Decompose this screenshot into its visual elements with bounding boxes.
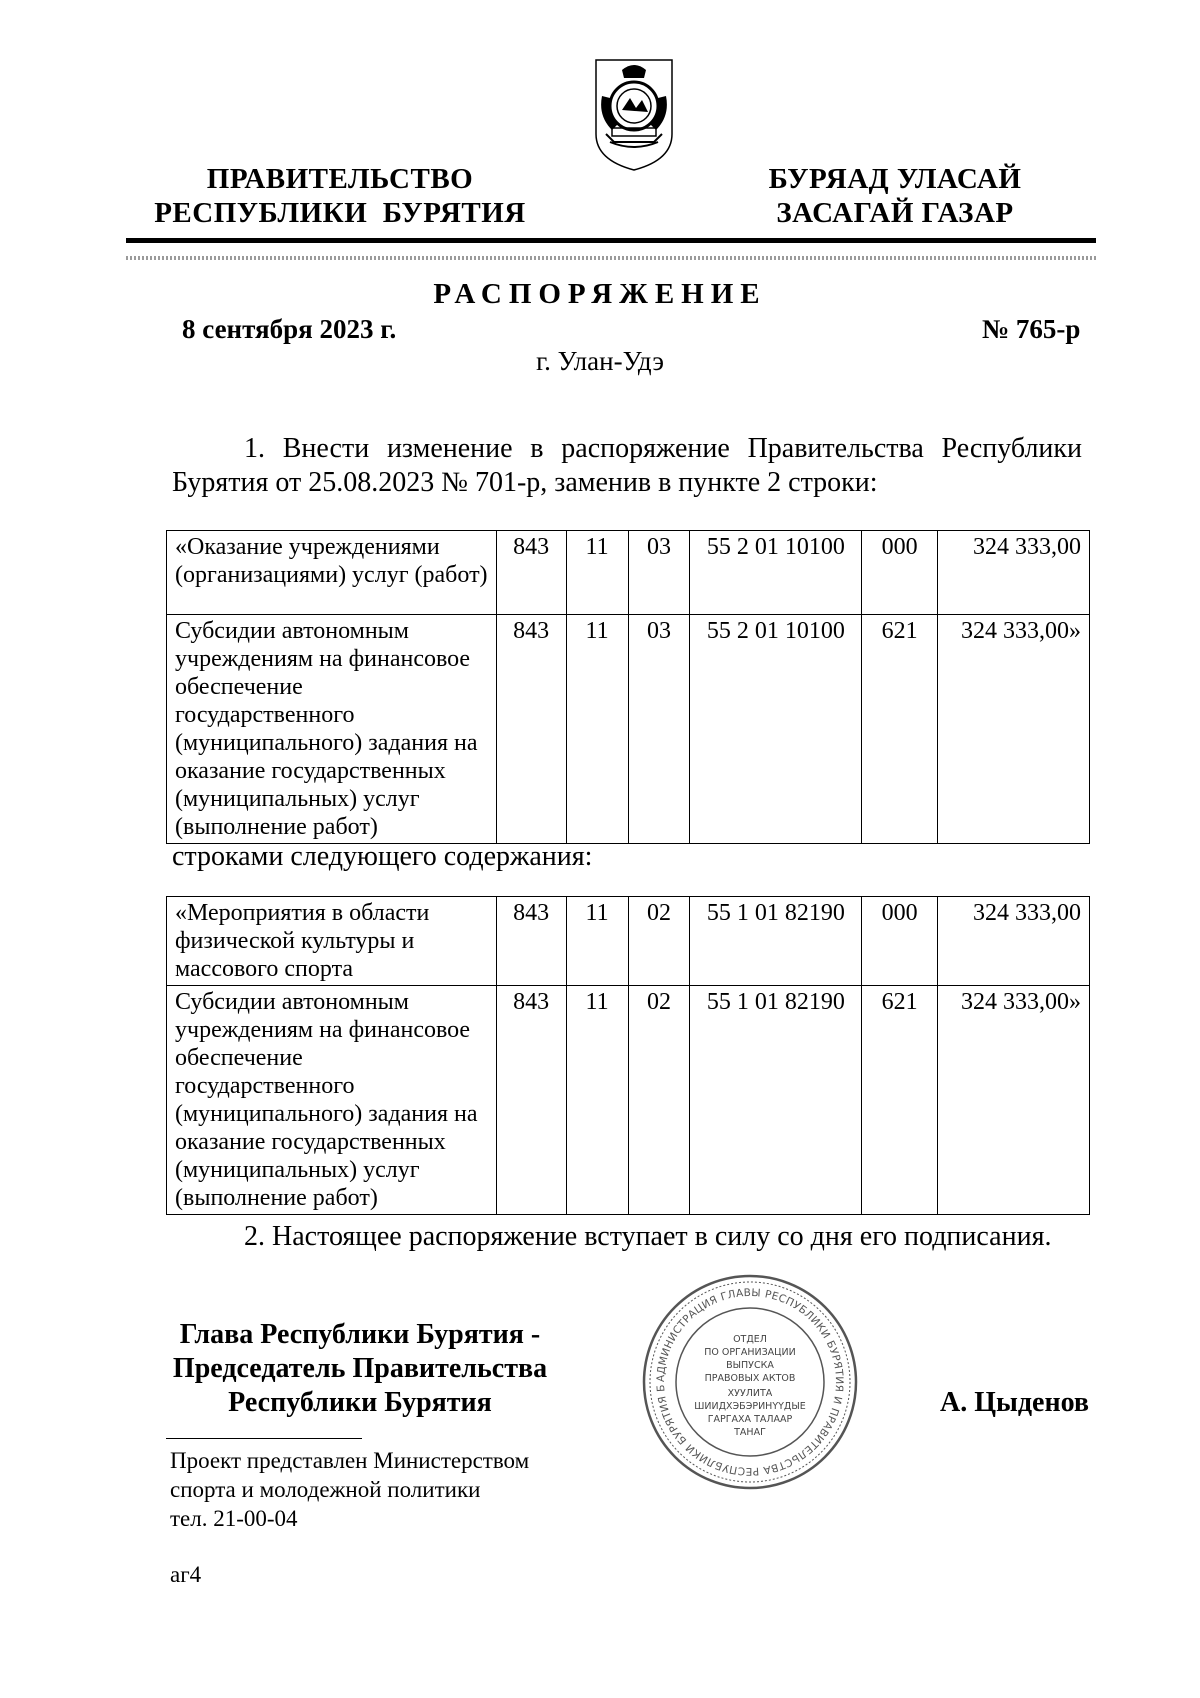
- table-cell: 843: [496, 531, 566, 615]
- paragraph-2: 2. Настоящее распоряжение вступает в силу со дня его подписания.: [244, 1221, 1052, 1252]
- document-type: РАСПОРЯЖЕНИЕ: [433, 278, 767, 310]
- table-cell: 11: [566, 615, 628, 844]
- table-cell: 621: [862, 615, 938, 844]
- table-cell: 843: [496, 897, 566, 986]
- signatory-line1: Глава Республики Бурятия -: [179, 1319, 541, 1350]
- footer-rule: [166, 1438, 362, 1439]
- table-cell: 03: [628, 531, 690, 615]
- signatory-name: А. Цыденов: [940, 1387, 1090, 1418]
- document-number: № 765-р: [982, 314, 1081, 344]
- header-right: [740, 162, 1050, 230]
- header-left: [150, 162, 530, 230]
- seal-line: ШИИДХЭБЭРИНҮҮДЫЕ: [694, 1401, 806, 1412]
- table-cell: 11: [566, 897, 628, 986]
- table-cell: 324 333,00»: [938, 615, 1090, 844]
- paragraph-1: [172, 432, 1082, 500]
- signatory-position: [160, 1318, 560, 1420]
- table-row: [167, 897, 1090, 986]
- signatory-line3: Республики Бурятия: [228, 1387, 492, 1418]
- seal-ring-text: АДМИНИСТРАЦИЯ ГЛАВЫ РЕСПУБЛИКИ БУРЯТИЯ И ПРАВИТЕЛЬСТВА РЕСПУБЛИКИ БУРЯТИЯ Б: [654, 1286, 846, 1478]
- document-code: аг4: [170, 1562, 202, 1587]
- seal-line: ТАНАГ: [734, 1427, 766, 1438]
- table-cell: 02: [628, 986, 690, 1215]
- table-cell: 55 2 01 10100: [690, 615, 862, 844]
- table-cell: Субсидии автономным учреждениям на финансовое обеспечение государственного (муниципального) задания на оказание государственных (муниципальных) услуг (выполнение работ): [167, 615, 497, 844]
- table-cell: 324 333,00: [938, 897, 1090, 986]
- table-cell: Субсидии автономным учреждениям на финансовое обеспечение государственного (муниципального) задания на оказание государственных (муниципальных) услуг (выполнение работ): [167, 986, 497, 1215]
- table-cell: 02: [628, 897, 690, 986]
- table-cell: 843: [496, 615, 566, 844]
- seal-line: ПРАВОВЫХ АКТОВ: [704, 1373, 796, 1384]
- table-cell: 55 1 01 82190: [690, 986, 862, 1215]
- project-phone: тел. 21-00-04: [170, 1506, 298, 1531]
- table-cell: 11: [566, 531, 628, 615]
- paragraph-1-text: 1. Внести изменение в распоряжение Правительства Республики Бурятия от 25.08.2023 № 701-р, заменив в пункте 2 строки:: [172, 433, 1082, 498]
- seal-line: ПО ОРГАНИЗАЦИИ: [704, 1347, 796, 1358]
- header-right-line1: БУРЯАД УЛАСАЙ: [768, 163, 1022, 195]
- table-cell: 324 333,00: [938, 531, 1090, 615]
- seal-line: ГАРГАХА ТАЛААР: [707, 1414, 793, 1425]
- seal-line: ОТДЕЛ: [733, 1334, 767, 1345]
- table-row: [167, 531, 1090, 615]
- header-left-line1: ПРАВИТЕЛЬСТВО: [206, 163, 474, 195]
- official-seal-icon: [640, 1272, 860, 1492]
- table-cell: «Мероприятия в области физической культуры и массового спорта: [167, 897, 497, 986]
- project-line1: Проект представлен Министерством: [170, 1448, 530, 1473]
- table-cell: 11: [566, 986, 628, 1215]
- table-cell: 000: [862, 897, 938, 986]
- buryatia-coat-of-arms-icon: [592, 56, 676, 174]
- table-cell: 000: [862, 531, 938, 615]
- header-rule: [126, 238, 1096, 243]
- official-seal: [640, 1272, 860, 1492]
- table-row: [167, 615, 1090, 844]
- project-line2: спорта и молодежной политики: [170, 1477, 481, 1502]
- seal-line: ХУУЛИТА: [727, 1388, 773, 1399]
- table-cell: 55 2 01 10100: [690, 531, 862, 615]
- between-text: строками следующего содержания:: [172, 841, 593, 872]
- table-cell: «Оказание учреждениями (организациями) услуг (работ): [167, 531, 497, 615]
- seal-line: ВЫПУСКА: [726, 1360, 774, 1371]
- coat-of-arms: [592, 56, 676, 174]
- table-cell: 621: [862, 986, 938, 1215]
- signatory-line2: Председатель Правительства: [172, 1353, 548, 1384]
- project-info: [170, 1446, 529, 1533]
- table-new-rows: [166, 896, 1090, 1215]
- table-replaced-rows: [166, 530, 1090, 844]
- header-right-line2: ЗАСАГАЙ ГАЗАР: [776, 197, 1014, 229]
- table-cell: 324 333,00»: [938, 986, 1090, 1215]
- document-date: 8 сентября 2023 г.: [182, 314, 397, 344]
- table-row: [167, 986, 1090, 1215]
- header-left-line2: РЕСПУБЛИКИ БУРЯТИЯ: [154, 197, 526, 229]
- table-cell: 55 1 01 82190: [690, 897, 862, 986]
- document-city: г. Улан-Удэ: [536, 346, 664, 376]
- table-cell: 03: [628, 615, 690, 844]
- table-cell: 843: [496, 986, 566, 1215]
- header-dotted-rule: [126, 256, 1096, 260]
